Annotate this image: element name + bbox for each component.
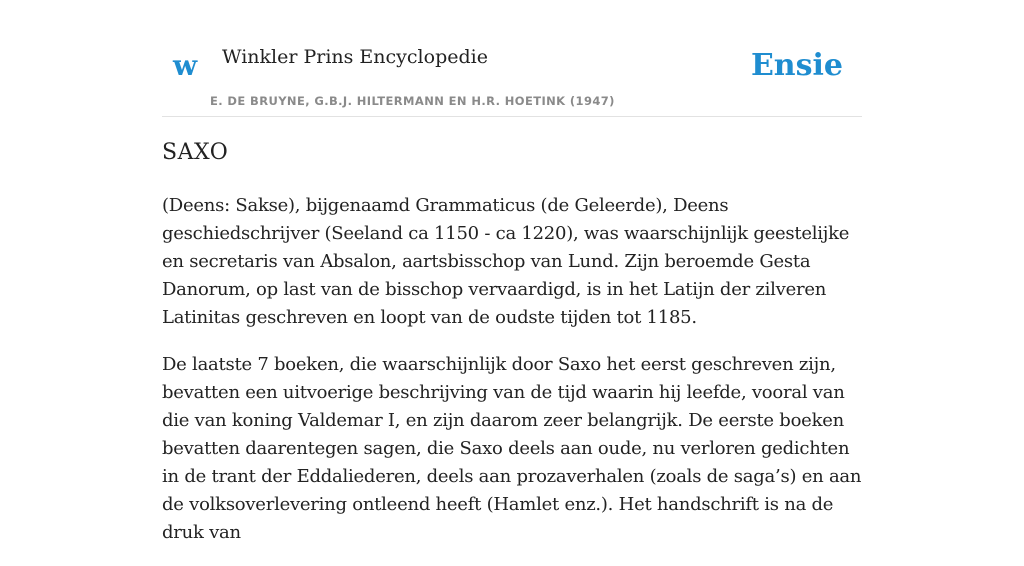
article-body [162, 192, 862, 566]
page [162, 0, 862, 543]
encyclopedia-logo-icon[interactable]: w [173, 49, 198, 82]
article-title: SAXO [162, 140, 229, 165]
encyclopedia-title[interactable]: Winkler Prins Encyclopedie [222, 46, 488, 68]
article-paragraph: (Deens: Sakse), bijgenaamd Grammaticus (de Geleerde), Deens geschiedschrijver (Seeland ca 1150 - ca 1220), was waarschijnlijk geestelijke en secretaris van Absalon, aartsbisschop van Lund. Zijn beroemde Gesta Danorum, op last van de bisschop vervaardigd, is in het Latijn der zilveren Latinitas geschreven en loopt van de oudste tijden tot 1185. [162, 195, 850, 328]
ensie-brand-logo[interactable]: Ensie [750, 48, 843, 83]
header [162, 0, 862, 117]
encyclopedia-authors: E. DE BRUYNE, G.B.J. HILTERMANN EN H.R. HOETINK (1947) [210, 94, 615, 108]
article-paragraph: De laatste 7 boeken, die waarschijnlijk door Saxo het eerst geschreven zijn, bevatten een uitvoerige beschrijving van de tijd waarin hij leefde, vooral van die van koning Valdemar I, en zijn daarom zeer belangrijk. De eerste boeken bevatten daarentegen sagen, die Saxo deels aan oude, nu verloren gedichten in de trant der Eddaliederen, deels aan prozaverhalen (zoals de saga’s) en aan de volksoverlevering ontleend heeft (Hamlet enz.). Het handschrift is na de druk van [162, 354, 862, 543]
